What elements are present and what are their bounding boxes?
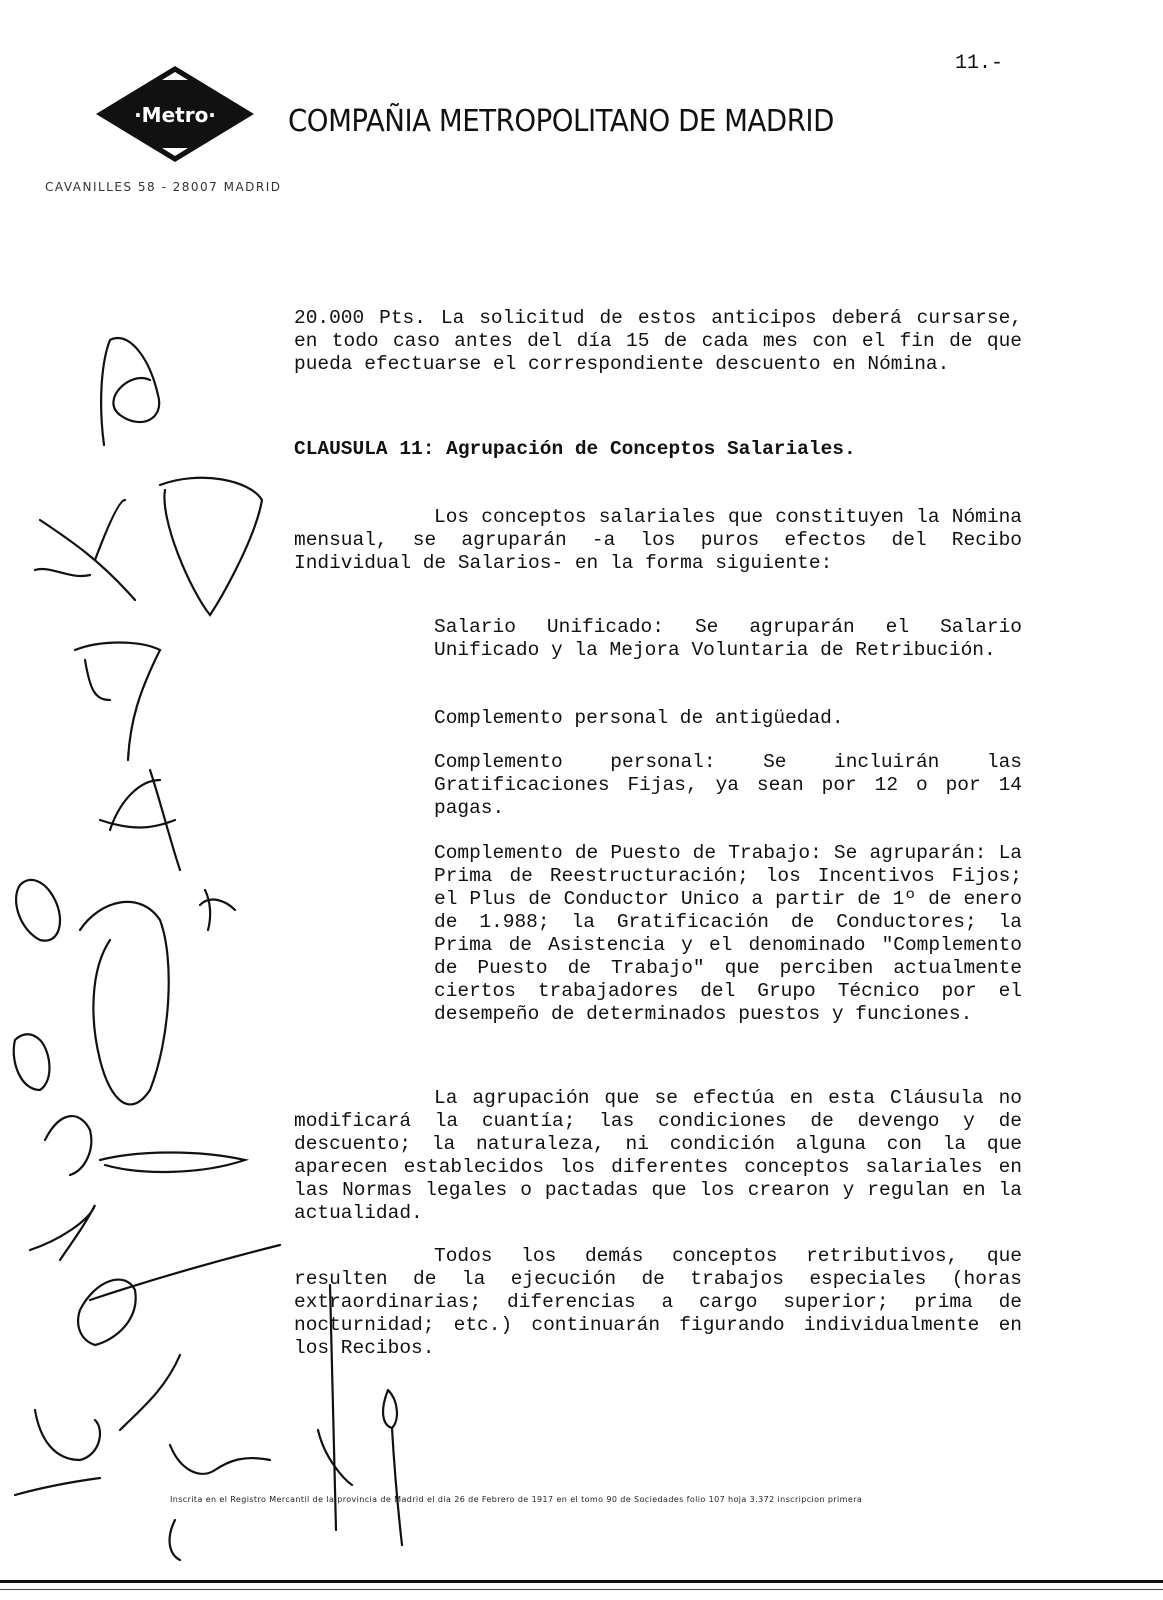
signature-mark xyxy=(75,643,160,761)
paragraph-agrupacion: La agrupación que se efectúa en esta Cláusula no modificará la cuantía; las condiciones de devengo y de descuento; la naturaleza, ni condición alguna con la que aparecen establecidos los diferentes conceptos salariales en las Normas legales o pactadas que los crearon y regulan en la actualidad. xyxy=(294,1087,1022,1224)
logo-text: ·Metro· xyxy=(134,103,216,127)
list-item-salario-unificado: Salario Unificado: Se agruparán el Salario Unificado y la Mejora Voluntaria de Retribución. xyxy=(434,616,1022,661)
company-name: COMPAÑIA METROPOLITANO DE MADRID xyxy=(288,104,834,139)
registry-footer-note: Inscrita en el Registro Mercantil de la provincia de Madrid el dia 26 de Febrero de 1917 en el tomo 90 de Sociedades folio 107 hoja 3.372 inscripcion primera xyxy=(170,1495,863,1504)
metro-logo xyxy=(96,66,254,162)
signature-mark xyxy=(35,500,135,600)
list-item-puesto-trabajo: Complemento de Puesto de Trabajo: Se agruparán: La Prima de Reestructuración; los Incentivos Fijos; el Plus de Conductor Unico a partir de 1º de enero de 1.988; la Gratificación de Conductores; la Prima de Asistencia y el denominado "Complemento de Puesto de Trabajo" que perciben actualmente ciertos trabajadores del Grupo Técnico por el desempeño de determinados puestos y funciones. xyxy=(434,842,1022,1025)
paragraph-conceptos: Los conceptos salariales que constituyen la Nómina mensual, se agruparán -a los puros efectos del Recibo Individual de Salarios- en la forma siguiente: xyxy=(294,506,1022,574)
company-address: CAVANILLES 58 - 28007 MADRID xyxy=(45,180,282,194)
bottom-rule xyxy=(0,1580,1163,1583)
signature-mark xyxy=(383,1390,402,1545)
list-item-antiguedad: Complemento personal de antigüedad. xyxy=(434,707,844,729)
paragraph-demas-conceptos: Todos los demás conceptos retributivos, que resulten de la ejecución de trabajos especiales (horas extraordinarias; diferencias a cargo superior; prima de nocturnidad; etc.) continuarán figurando individualmente en los Recibos. xyxy=(294,1245,1022,1359)
signature-mark xyxy=(101,338,159,445)
signature-mark xyxy=(78,1280,136,1345)
signature-mark xyxy=(30,1205,280,1300)
clause-title: CLAUSULA 11: Agrupación de Conceptos Salariales. xyxy=(294,438,856,460)
page-number: 11.- xyxy=(955,52,1004,75)
bottom-rule-thin xyxy=(0,1589,1163,1590)
signature-mark xyxy=(16,880,60,941)
paragraph-anticipos: 20.000 Pts. La solicitud de estos anticipos deberá cursarse, en todo caso antes del día 15 de cada mes con el fin de que pueda efectuarse el correspondiente descuento en Nómina. xyxy=(294,307,1022,375)
signature-mark xyxy=(200,890,235,930)
signature-mark xyxy=(14,1034,50,1090)
signature-mark xyxy=(15,1478,100,1495)
signature-mark xyxy=(160,478,262,615)
signature-mark xyxy=(80,902,169,1105)
signature-mark xyxy=(100,770,180,870)
list-item-complemento-personal: Complemento personal: Se incluirán las Gratificaciones Fijas, ya sean por 12 o por 14 pagas. xyxy=(434,751,1022,819)
signature-mark xyxy=(45,1116,245,1175)
signature-mark xyxy=(35,1355,180,1460)
